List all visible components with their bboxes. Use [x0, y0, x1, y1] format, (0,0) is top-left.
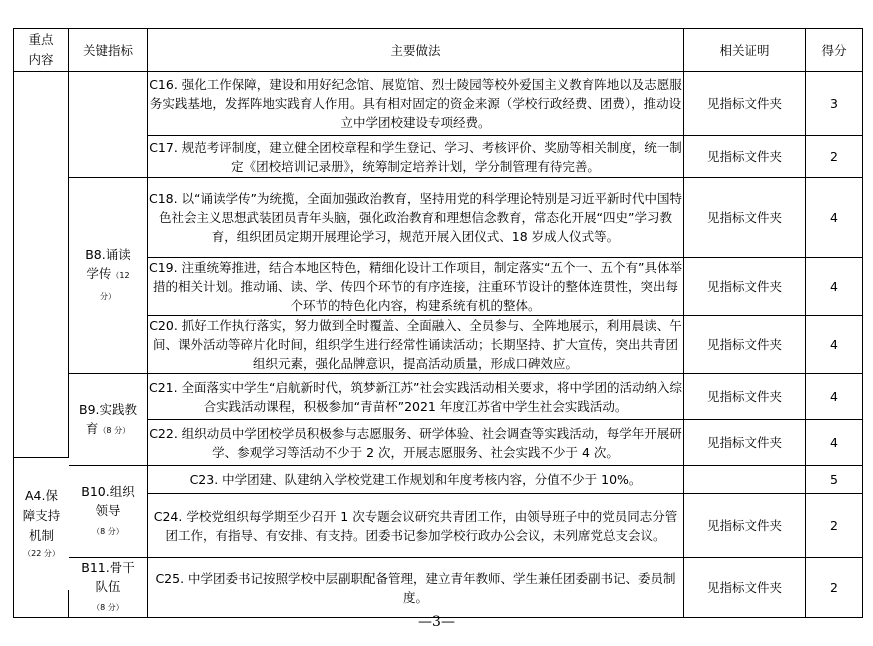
practice-c16: C16. 强化工作保障，建设和用好纪念馆、展览馆、烈士陵园等校外爱国主义教育阵地以及志愿服务实践基地，发挥阵地实践育人作用。具有相对固定的资金来源（学校行政经费、团费），推动设立中学团校建设专项经费。 [148, 72, 684, 136]
practice-c23: C23. 中学团建、队建纳入学校党建工作规划和年度考核内容，分值不少于 10%。 [148, 466, 684, 494]
evaluation-table [13, 28, 863, 618]
header-key-content: 重点内容 [14, 29, 69, 72]
indicator-b8-points: （12 分） [100, 271, 130, 301]
indicator-b9 [69, 374, 148, 466]
proof-c17: 见指标文件夹 [684, 136, 806, 178]
table-header-row [14, 29, 863, 72]
practice-c22: C22. 组织动员中学团校学员积极参与志愿服务、研学体验、社会调查等实践活动，每学年开展研学、参观学习等活动不少于 2 次，开展志愿服务、社会实践不少于 4 次。 [148, 420, 684, 466]
practice-c25: C25. 中学团委书记按照学校中层副职配备管理，建立青年教师、学生兼任团委副书记、委员制度。 [148, 558, 684, 618]
proof-c18: 见指标文件夹 [684, 178, 806, 258]
indicator-b11 [69, 558, 148, 618]
proof-c25: 见指标文件夹 [684, 558, 806, 618]
indicator-cell-empty [69, 72, 148, 178]
header-key-indicator: 关键指标 [69, 29, 148, 72]
indicator-b11-points: （8 分） [92, 603, 124, 612]
table-row [14, 466, 863, 494]
indicator-b9-label: B9.实践教育 [79, 401, 138, 436]
key-content-a4-points: （22 分） [23, 549, 60, 558]
proof-c23 [684, 466, 806, 494]
score-c25: 2 [806, 558, 863, 618]
key-content-a4 [14, 457, 69, 590]
score-c21: 4 [806, 374, 863, 420]
indicator-b9-points: （8 分） [98, 425, 131, 435]
indicator-b8 [69, 178, 148, 374]
indicator-b10 [69, 466, 148, 558]
table-row [14, 178, 863, 258]
score-c17: 2 [806, 136, 863, 178]
proof-c21: 见指标文件夹 [684, 374, 806, 420]
practice-c19: C19. 注重统筹推进，结合本地区特色，精细化设计工作项目，制定落实“五个一、五个有”具体举措的相关计划。推动诵、读、学、传四个环节的有序连接，注重环节设计的整体连贯性，突出每个环节的特色化内容，构建系统有机的整体。 [148, 258, 684, 316]
score-c24: 2 [806, 494, 863, 558]
practice-c17: C17. 规范考评制度，建立健全团校章程和学生登记、学习、考核评价、奖励等相关制度，统一制定《团校培训记录册》，统筹制定培养计划，学分制管理有待完善。 [148, 136, 684, 178]
page-number: —3— [418, 614, 455, 630]
header-main-practice: 主要做法 [148, 29, 684, 72]
practice-c21: C21. 全面落实中学生“启航新时代，筑梦新江苏”社会实践活动相关要求，将中学团的活动纳入综合实践活动课程，积极参加“青苗杯”2021 年度江苏省中学生社会实践活动。 [148, 374, 684, 420]
proof-c20: 见指标文件夹 [684, 316, 806, 374]
indicator-b10-points: （8 分） [92, 527, 124, 536]
practice-c20: C20. 抓好工作执行落实，努力做到全时覆盖、全面融入、全员参与、全阵地展示，利用晨读、午间、课外活动等碎片化时间，组织学生进行经常性诵读活动；长期坚持、扩大宣传，突出共青团组织元素，强化品牌意识，提高活动质量，形成口碑效应。 [148, 316, 684, 374]
practice-c24: C24. 学校党组织每学期至少召开 1 次专题会议研究共青团工作，由领导班子中的党员同志分管团工作，有指导、有安排、有支持。团委书记参加学校行政办公会议，未列席党总支会议。 [148, 494, 684, 558]
proof-c24: 见指标文件夹 [684, 494, 806, 558]
score-c16: 3 [806, 72, 863, 136]
score-c23: 5 [806, 466, 863, 494]
proof-c19: 见指标文件夹 [684, 258, 806, 316]
score-c18: 4 [806, 178, 863, 258]
indicator-b8-label: B8.诵读学传 [85, 247, 131, 281]
table-row [14, 72, 863, 136]
header-related-proof: 相关证明 [684, 29, 806, 72]
header-score: 得分 [806, 29, 863, 72]
table-row [14, 558, 863, 618]
proof-c16: 见指标文件夹 [684, 72, 806, 136]
proof-c22: 见指标文件夹 [684, 420, 806, 466]
indicator-b10-label: B10.组织领导 [81, 484, 135, 518]
practice-c18: C18. 以“诵读学传”为统揽，全面加强政治教育，坚持用党的科学理论特别是习近平新时代中国特色社会主义思想武装团员青年头脑，强化政治教育和理想信念教育，常态化开展“四史”学习教育，组织团员定期开展理论学习，规范开展入团仪式、18 岁成人仪式等。 [148, 178, 684, 258]
score-c20: 4 [806, 316, 863, 374]
score-c22: 4 [806, 420, 863, 466]
score-c19: 4 [806, 258, 863, 316]
key-content-a4-label: A4.保障支持机制 [22, 488, 61, 543]
indicator-b11-label: B11.骨干队伍 [81, 560, 135, 594]
table-row [14, 374, 863, 420]
